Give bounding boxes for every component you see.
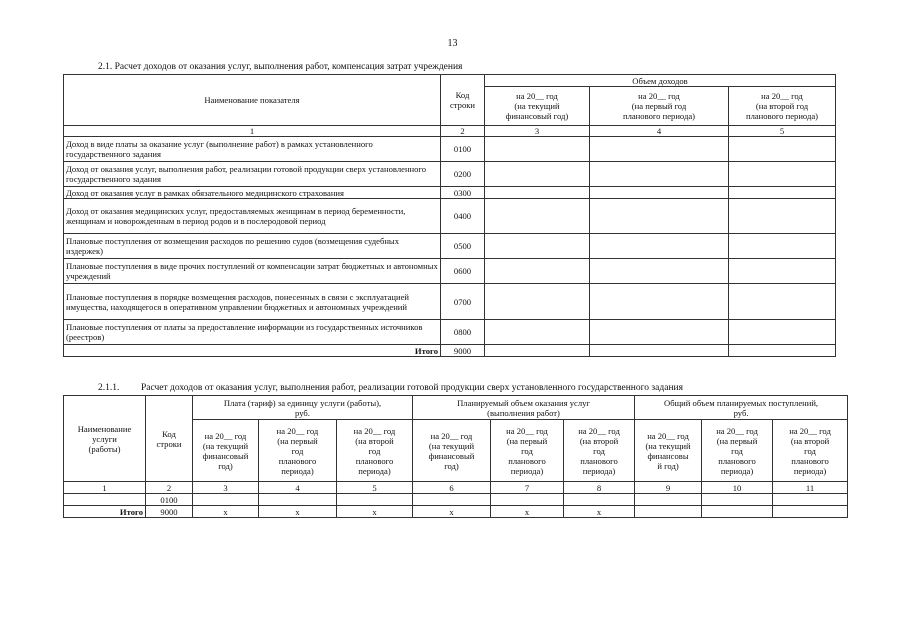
row-code: 0500	[441, 234, 485, 259]
value-cell[interactable]	[485, 199, 590, 234]
total-row	[64, 506, 848, 518]
x-mark: х	[564, 506, 635, 518]
value-cell[interactable]	[413, 494, 491, 506]
header-year-second: на 20__ год (на второй год планового периода)	[564, 420, 635, 482]
row-name: Доход от оказания медицинских услуг, предоставляемых женщинам в период беременности, женщинам и новорожденным в период родов и в послеродовой период	[64, 199, 441, 234]
header-year-second: на 20__ год (на второй год планового периода)	[337, 420, 413, 482]
col-num: 7	[491, 482, 564, 494]
row-code: 0400	[441, 199, 485, 234]
col-num: 11	[773, 482, 848, 494]
value-cell[interactable]	[635, 494, 702, 506]
table-row	[64, 234, 836, 259]
value-cell[interactable]	[485, 137, 590, 162]
x-mark: х	[259, 506, 337, 518]
value-cell[interactable]	[729, 320, 836, 345]
value-cell[interactable]	[773, 506, 848, 518]
total-label: Итого	[64, 345, 441, 357]
table-row	[64, 494, 848, 506]
services-table	[63, 395, 848, 518]
value-cell[interactable]	[485, 187, 590, 199]
row-code: 0800	[441, 320, 485, 345]
value-cell[interactable]	[729, 199, 836, 234]
value-cell[interactable]	[590, 162, 729, 187]
value-cell[interactable]	[590, 259, 729, 284]
value-cell[interactable]	[485, 284, 590, 320]
header-planned-volume: Планируемый объем оказания услуг (выполнения работ)	[413, 396, 635, 420]
value-cell[interactable]	[485, 259, 590, 284]
page-number: 13	[447, 38, 458, 49]
col-num: 1	[64, 126, 441, 137]
header-total-revenue: Общий объем планируемых поступлений, руб.	[635, 396, 848, 420]
value-cell[interactable]	[259, 494, 337, 506]
table-row	[64, 162, 836, 187]
table-row	[64, 284, 836, 320]
col-num: 3	[485, 126, 590, 137]
header-year-current: на 20__ год (на текущий финансовый год)	[413, 420, 491, 482]
row-code: 0100	[146, 494, 193, 506]
subsection-title: Расчет доходов от оказания услуг, выполнения работ, реализации готовой продукции сверх установленного государственного задания	[141, 383, 683, 393]
value-cell[interactable]	[590, 284, 729, 320]
value-cell[interactable]	[485, 162, 590, 187]
row-code: 0300	[441, 187, 485, 199]
header-volume: Объем доходов	[485, 75, 836, 87]
value-cell[interactable]	[590, 320, 729, 345]
value-cell[interactable]	[702, 494, 773, 506]
col-num: 2	[146, 482, 193, 494]
value-cell[interactable]	[729, 137, 836, 162]
table-row	[64, 187, 836, 199]
income-table	[63, 74, 836, 357]
row-name: Доход от оказания услуг, выполнения работ, реализации готовой продукции сверх установленного государственного задания	[64, 162, 441, 187]
row-name: Доход в виде платы за оказание услуг (выполнение работ) в рамках установленного государственного задания	[64, 137, 441, 162]
row-code: 0700	[441, 284, 485, 320]
col-num: 2	[441, 126, 485, 137]
header-year-current: на 20__ год (на текущий финансовы й год)	[635, 420, 702, 482]
value-cell[interactable]	[485, 234, 590, 259]
table-row	[64, 259, 836, 284]
header-tariff: Плата (тариф) за единицу услуги (работы), руб.	[193, 396, 413, 420]
subsection-number: 2.1.1.	[98, 383, 120, 393]
value-cell[interactable]	[485, 320, 590, 345]
row-code: 0100	[441, 137, 485, 162]
service-name-cell[interactable]	[64, 494, 146, 506]
header-year-current: на 20__ год (на текущий финансовый год)	[193, 420, 259, 482]
row-name: Плановые поступления от возмещения расходов по решению судов (возмещения судебных издержек)	[64, 234, 441, 259]
value-cell[interactable]	[729, 162, 836, 187]
row-name: Плановые поступления от платы за предоставление информации из государственных источников (реестров)	[64, 320, 441, 345]
value-cell[interactable]	[193, 494, 259, 506]
value-cell[interactable]	[590, 187, 729, 199]
col-num: 5	[729, 126, 836, 137]
x-mark: х	[193, 506, 259, 518]
row-code: 0600	[441, 259, 485, 284]
value-cell[interactable]	[491, 494, 564, 506]
value-cell[interactable]	[773, 494, 848, 506]
value-cell[interactable]	[729, 284, 836, 320]
header-year-second: на 20__ год (на второй год планового периода)	[729, 87, 836, 126]
table-row	[64, 199, 836, 234]
value-cell[interactable]	[590, 345, 729, 357]
value-cell[interactable]	[485, 345, 590, 357]
col-num: 6	[413, 482, 491, 494]
col-num: 9	[635, 482, 702, 494]
total-row	[64, 345, 836, 357]
col-num: 8	[564, 482, 635, 494]
row-name: Плановые поступления в порядке возмещения расходов, понесенных в связи с эксплуатацией имущества, находящегося в оперативном управлении бюджетных и автономных учреждений	[64, 284, 441, 320]
header-year-second: на 20__ год (на второй год планового периода)	[773, 420, 848, 482]
value-cell[interactable]	[729, 345, 836, 357]
section-title: 2.1. Расчет доходов от оказания услуг, выполнения работ, компенсация затрат учреждения	[98, 62, 463, 72]
header-year-first: на 20__ год (на первый год планового периода)	[491, 420, 564, 482]
value-cell[interactable]	[590, 234, 729, 259]
total-code: 9000	[441, 345, 485, 357]
col-num: 4	[590, 126, 729, 137]
x-mark: х	[413, 506, 491, 518]
value-cell[interactable]	[702, 506, 773, 518]
header-year-first: на 20__ год (на первый год планового периода)	[590, 87, 729, 126]
header-name: Наименование показателя	[64, 75, 441, 126]
header-year-first: на 20__ год (на первый год планового периода)	[259, 420, 337, 482]
col-num: 3	[193, 482, 259, 494]
value-cell[interactable]	[729, 259, 836, 284]
header-year-current: на 20__ год (на текущий финансовый год)	[485, 87, 590, 126]
header-year-first: на 20__ год (на первый год планового периода)	[702, 420, 773, 482]
value-cell[interactable]	[337, 494, 413, 506]
col-num: 10	[702, 482, 773, 494]
col-num: 4	[259, 482, 337, 494]
table-row	[64, 137, 836, 162]
value-cell[interactable]	[564, 494, 635, 506]
x-mark: х	[337, 506, 413, 518]
column-numbers-row	[64, 126, 836, 137]
header-code: Код строки	[146, 396, 193, 482]
table-row	[64, 320, 836, 345]
col-num: 1	[64, 482, 146, 494]
column-numbers-row	[64, 482, 848, 494]
header-code: Код строки	[441, 75, 485, 126]
value-cell[interactable]	[590, 137, 729, 162]
header-service-name: Наименование услуги (работы)	[64, 396, 146, 482]
x-mark: х	[491, 506, 564, 518]
total-code: 9000	[146, 506, 193, 518]
value-cell[interactable]	[635, 506, 702, 518]
row-code: 0200	[441, 162, 485, 187]
total-label: Итого	[64, 506, 146, 518]
value-cell[interactable]	[729, 187, 836, 199]
col-num: 5	[337, 482, 413, 494]
row-name: Плановые поступления в виде прочих поступлений от компенсации затрат бюджетных и автономных учреждений	[64, 259, 441, 284]
value-cell[interactable]	[729, 234, 836, 259]
value-cell[interactable]	[590, 199, 729, 234]
row-name: Доход от оказания услуг в рамках обязательного медицинского страхования	[64, 187, 441, 199]
